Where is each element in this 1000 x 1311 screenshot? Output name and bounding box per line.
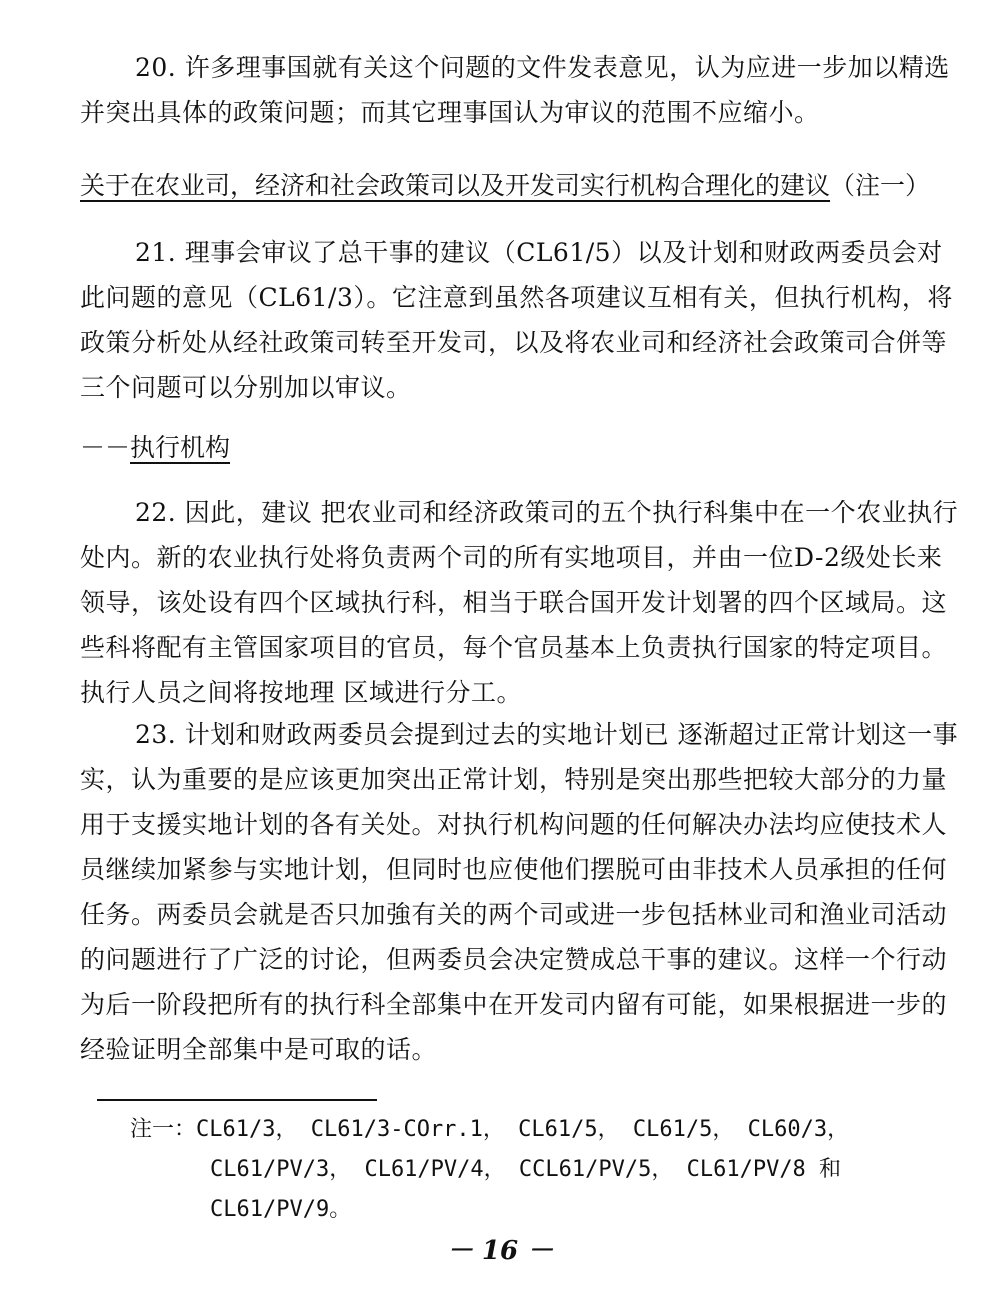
footnote-line-2: CL61/PV/3， CL61/PV/4， CCL61/PV/5， CL61/PV/8 和 <box>210 1157 842 1182</box>
paragraph-20: 20. 许多理事国就有关这个问题的文件发表意见，认为应进一步加以精选并突出具体的政策问题；而其它理事国认为审议的范围不应缩小。 <box>80 53 950 127</box>
subsection-heading <box>80 425 230 470</box>
section-heading <box>80 163 930 208</box>
subsection-title: 执行机构 <box>130 433 231 462</box>
paragraph-22: 22. 因此，建议 把农业司和经济政策司的五个执行科集中在一个农业执行处内。新的农业执行处将负责两个司的所有实地项目，并由一位D-2级处长来领导，该处设有四个区域执行科，相当于联合国开发计划署的四个区域局。这些科将配有主管国家项目的官员，每个官员基本上负责执行国家的特定项目。执行人员之间将按地理 区域进行分工。 <box>80 498 959 707</box>
paragraph-23: 23. 计划和财政两委员会提到过去的实地计划已 逐渐超过正常计划这一事实，认为重要的是应该更加突出正常计划，特别是突出那些把较大部分的力量用于支援实地计划的各有关处。对执行机构问题的任何解决办法均应使技术人员继续加紧参与实地计划，但同时也应使他们摆脱可由非技术人员承担的任何任务。两委员会就是否只加強有关的两个司或进一步包括林业司和渔业司活动的问题进行了广泛的讨论，但两委员会决定赞成总干事的建议。这样一个行动为后一阶段把所有的执行科全部集中在开发司内留有可能，如果根据进一步的经验证明全部集中是可取的话。 <box>80 720 959 1064</box>
footnote-refs-1: CL61/3， CL61/3-COrr.1， CL61/5， CL61/5， CL60/3， <box>196 1117 850 1142</box>
footnote-separator <box>97 1099 377 1101</box>
footnote-line-3: CL61/PV/9。 <box>210 1197 352 1222</box>
paragraph-21: 21. 理事会审议了总干事的建议（CL61/5）以及计划和财政两委员会对此问题的意见（CL61/3）。它注意到虽然各项建议互相有关，但执行机构，将政策分析处从经社政策司转至开发司，以及将农业司和经济社会政策司合併等三个问题可以分别加以审议。 <box>80 238 953 402</box>
footnote <box>130 1110 970 1230</box>
page-number: － 16 － <box>446 1236 554 1266</box>
footnote-line-1 <box>130 1110 970 1150</box>
section-note-ref: （注一） <box>830 171 931 200</box>
footnote-label: 注一： <box>130 1117 197 1142</box>
subsection-prefix: －－ <box>80 433 131 462</box>
section-title: 关于在农业司，经济和社会政策司以及开发司实行机构合理化的建议 <box>80 171 831 200</box>
